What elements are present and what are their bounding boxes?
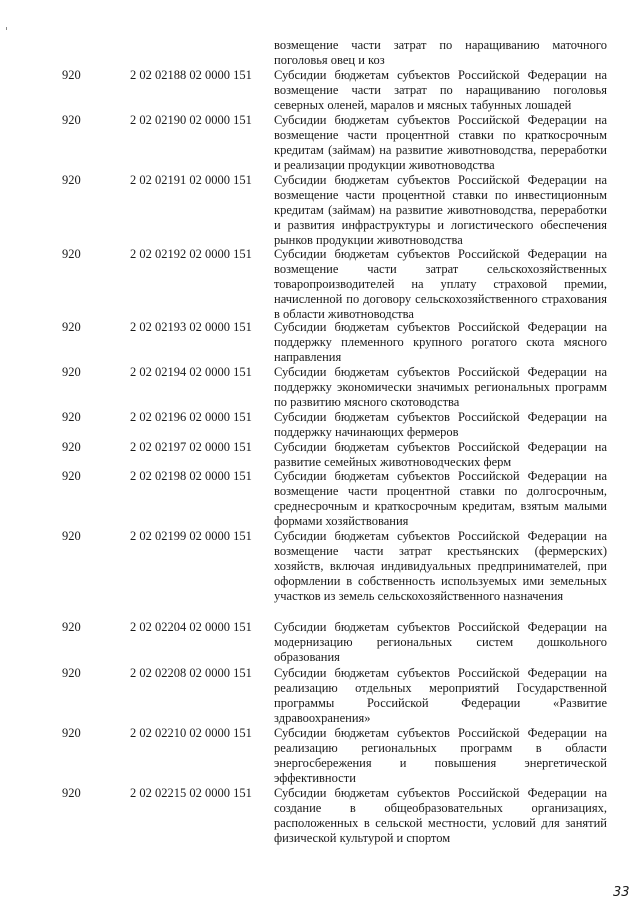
- budget-code: 2 02 02196 02 0000 151: [130, 410, 252, 424]
- admin-code: 920: [62, 247, 81, 261]
- description: Субсидии бюджетам субъектов Российской Федерации на поддержку начинающих фермеров: [274, 410, 607, 439]
- description: Субсидии бюджетам субъектов Российской Федерации на возмещение части затрат по наращиванию поголовья северных оленей, маралов и мясных табунных лошадей: [274, 68, 607, 112]
- admin-code: 920: [62, 440, 81, 454]
- admin-code: 920: [62, 68, 81, 82]
- description: Субсидии бюджетам субъектов Российской Федерации на поддержку племенного крупного рогатого скота мясного направления: [274, 320, 607, 364]
- budget-code: 2 02 02191 02 0000 151: [130, 173, 252, 187]
- page-number: 33: [613, 885, 630, 900]
- admin-code: 920: [62, 469, 81, 483]
- admin-code: 920: [62, 365, 81, 379]
- admin-code: 920: [62, 620, 81, 634]
- description: Субсидии бюджетам субъектов Российской Федерации на модернизацию региональных систем дошкольного образования: [274, 620, 607, 664]
- budget-code: 2 02 02199 02 0000 151: [130, 529, 252, 543]
- admin-code: 920: [62, 666, 81, 680]
- admin-code: 920: [62, 726, 81, 740]
- budget-code: 2 02 02193 02 0000 151: [130, 320, 252, 334]
- budget-code: 2 02 02197 02 0000 151: [130, 440, 252, 454]
- description: Субсидии бюджетам субъектов Российской Федерации на поддержку экономически значимых региональных программ по развитию мясного скотоводства: [274, 365, 607, 409]
- description: Субсидии бюджетам субъектов Российской Федерации на возмещение части процентной ставки по инвестиционным кредитам (займам) на развитие животноводства, переработки и развития инфраструктуры и логистического обеспечения рынков продукции животноводства: [274, 173, 607, 247]
- description: Субсидии бюджетам субъектов Российской Федерации на возмещение части процентной ставки по долгосрочным, среднесрочным и краткосрочным кредитам, взятым малыми формами хозяйствования: [274, 469, 607, 528]
- budget-code: 2 02 02208 02 0000 151: [130, 666, 252, 680]
- scan-mark: [6, 27, 7, 30]
- description: Субсидии бюджетам субъектов Российской Федерации на создание в общеобразовательных организациях, расположенных в сельской местности, условий для занятий физической культурой и спортом: [274, 786, 607, 845]
- admin-code: 920: [62, 113, 81, 127]
- description: Субсидии бюджетам субъектов Российской Федерации на возмещение части процентной ставки по краткосрочным кредитам (займам) на развитие животноводства, переработки и реализации продукции животноводства: [274, 113, 607, 172]
- budget-code: 2 02 02188 02 0000 151: [130, 68, 252, 82]
- admin-code: 920: [62, 173, 81, 187]
- description: Субсидии бюджетам субъектов Российской Федерации на возмещение части затрат сельскохозяйственных товаропроизводителей на уплату страховой премии, начисленной по договору сельскохозяйственного страхования в области животноводства: [274, 247, 607, 321]
- description: Субсидии бюджетам субъектов Российской Федерации на реализацию региональных программ в области энергосбережения и повышения энергетической эффективности: [274, 726, 607, 785]
- description: Субсидии бюджетам субъектов Российской Федерации на развитие семейных животноводческих ферм: [274, 440, 607, 469]
- admin-code: 920: [62, 410, 81, 424]
- budget-code: 2 02 02192 02 0000 151: [130, 247, 252, 261]
- budget-code: 2 02 02210 02 0000 151: [130, 726, 252, 740]
- budget-code: 2 02 02215 02 0000 151: [130, 786, 252, 800]
- budget-code: 2 02 02198 02 0000 151: [130, 469, 252, 483]
- admin-code: 920: [62, 529, 81, 543]
- budget-code: 2 02 02194 02 0000 151: [130, 365, 252, 379]
- budget-code: 2 02 02190 02 0000 151: [130, 113, 252, 127]
- admin-code: 920: [62, 320, 81, 334]
- admin-code: 920: [62, 786, 81, 800]
- budget-code: 2 02 02204 02 0000 151: [130, 620, 252, 634]
- description: Субсидии бюджетам субъектов Российской Федерации на возмещение части затрат крестьянских (фермерских) хозяйств, включая индивидуальных предпринимателей, при оформлении в собственность используемых ими земельных участков из земель сельскохозяйственного назначения: [274, 529, 607, 603]
- continuation-text: возмещение части затрат по наращиванию маточного поголовья овец и коз: [274, 38, 607, 67]
- description: Субсидии бюджетам субъектов Российской Федерации на реализацию отдельных мероприятий Государственной программы Российской Федерации «Развитие здравоохранения»: [274, 666, 607, 725]
